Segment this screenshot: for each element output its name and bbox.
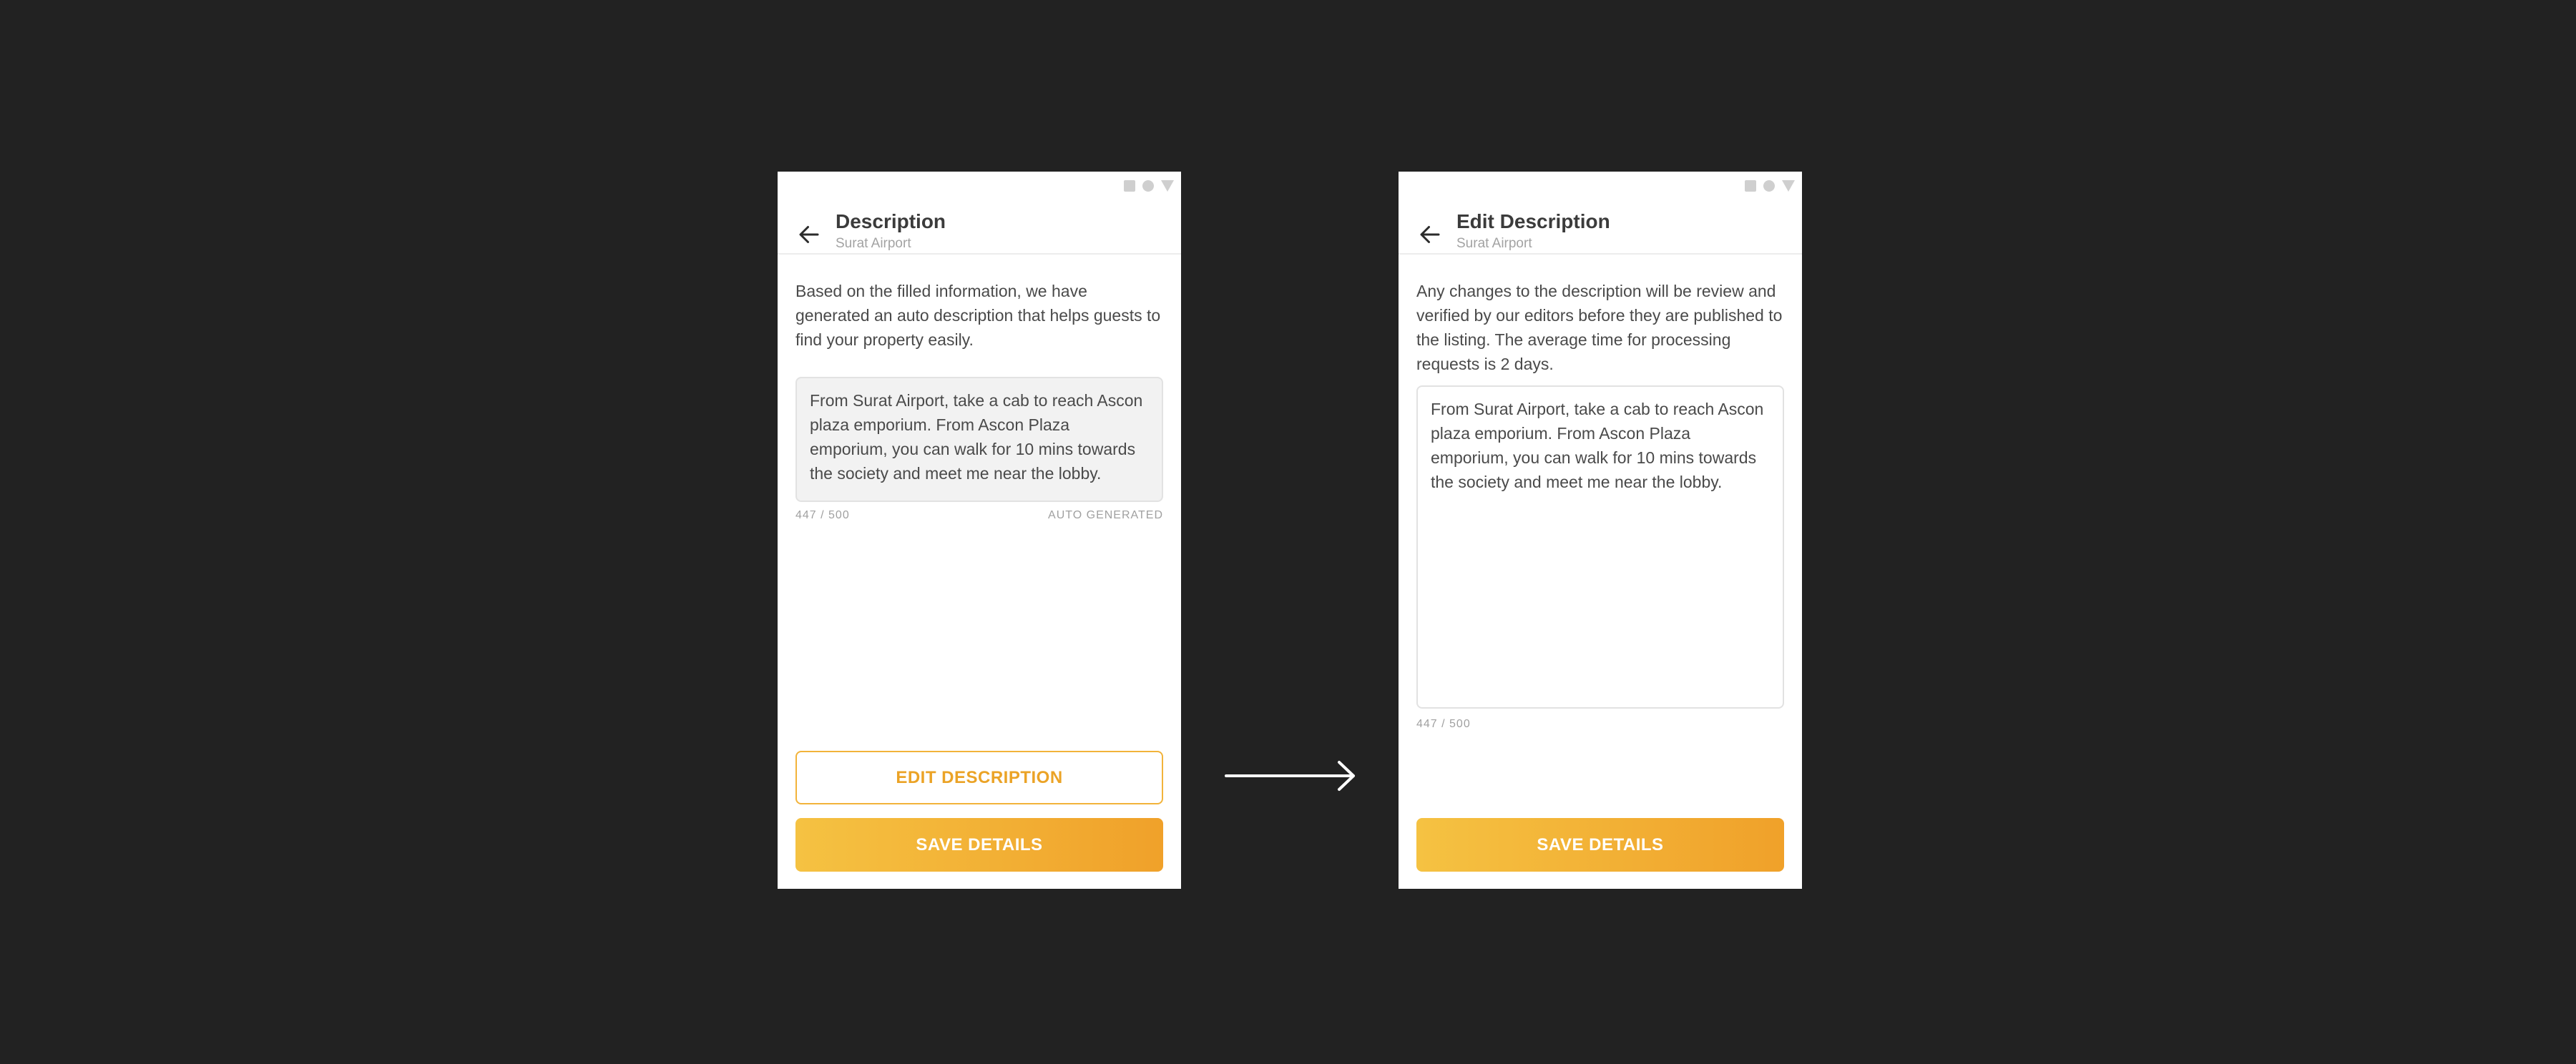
square-icon — [1745, 180, 1756, 192]
description-preview: From Surat Airport, take a cab to reach Ascon plaza emporium. From Ascon Plaza emporium, you can walk for 10 mins towards the society and meet me near the lobby. — [795, 377, 1163, 502]
arrow-left-icon[interactable] — [796, 222, 822, 247]
character-count: 447 / 500 — [795, 509, 850, 521]
save-details-button[interactable]: SAVE DETAILS — [795, 818, 1163, 872]
circle-icon — [1763, 180, 1775, 192]
page-title: Description — [836, 210, 946, 232]
save-details-button[interactable]: SAVE DETAILS — [1416, 818, 1784, 872]
page-subtitle: Surat Airport — [1456, 236, 1532, 251]
arrow-left-icon[interactable] — [1417, 222, 1443, 247]
auto-generated-tag: AUTO GENERATED — [1048, 509, 1163, 521]
info-text: Based on the filled information, we have generated an auto description that helps guests to find your property easily. — [795, 282, 1161, 349]
page-title: Edit Description — [1456, 210, 1610, 232]
status-bar — [1745, 179, 1795, 193]
description-screen — [778, 172, 1181, 889]
page-subtitle: Surat Airport — [836, 236, 911, 251]
triangle-icon — [1782, 180, 1795, 192]
square-icon — [1124, 180, 1135, 192]
description-meta — [795, 509, 1163, 522]
description-meta — [1416, 718, 1784, 731]
circle-icon — [1142, 180, 1154, 192]
edit-description-screen — [1399, 172, 1802, 889]
character-count: 447 / 500 — [1416, 718, 1471, 730]
app-header — [1399, 207, 1802, 255]
status-bar — [1124, 179, 1174, 193]
app-header — [778, 207, 1181, 255]
arrow-right-icon — [1225, 758, 1358, 794]
triangle-icon — [1161, 180, 1174, 192]
description-textarea[interactable]: From Surat Airport, take a cab to reach Ascon plaza emporium. From Ascon Plaza emporium, you can walk for 10 mins towards the society and meet me near the lobby. — [1416, 385, 1784, 709]
edit-description-button[interactable]: EDIT DESCRIPTION — [795, 751, 1163, 804]
info-text: Any changes to the description will be review and verified by our editors before they are published to the listing. The average time for processing requests is 2 days. — [1416, 282, 1783, 373]
